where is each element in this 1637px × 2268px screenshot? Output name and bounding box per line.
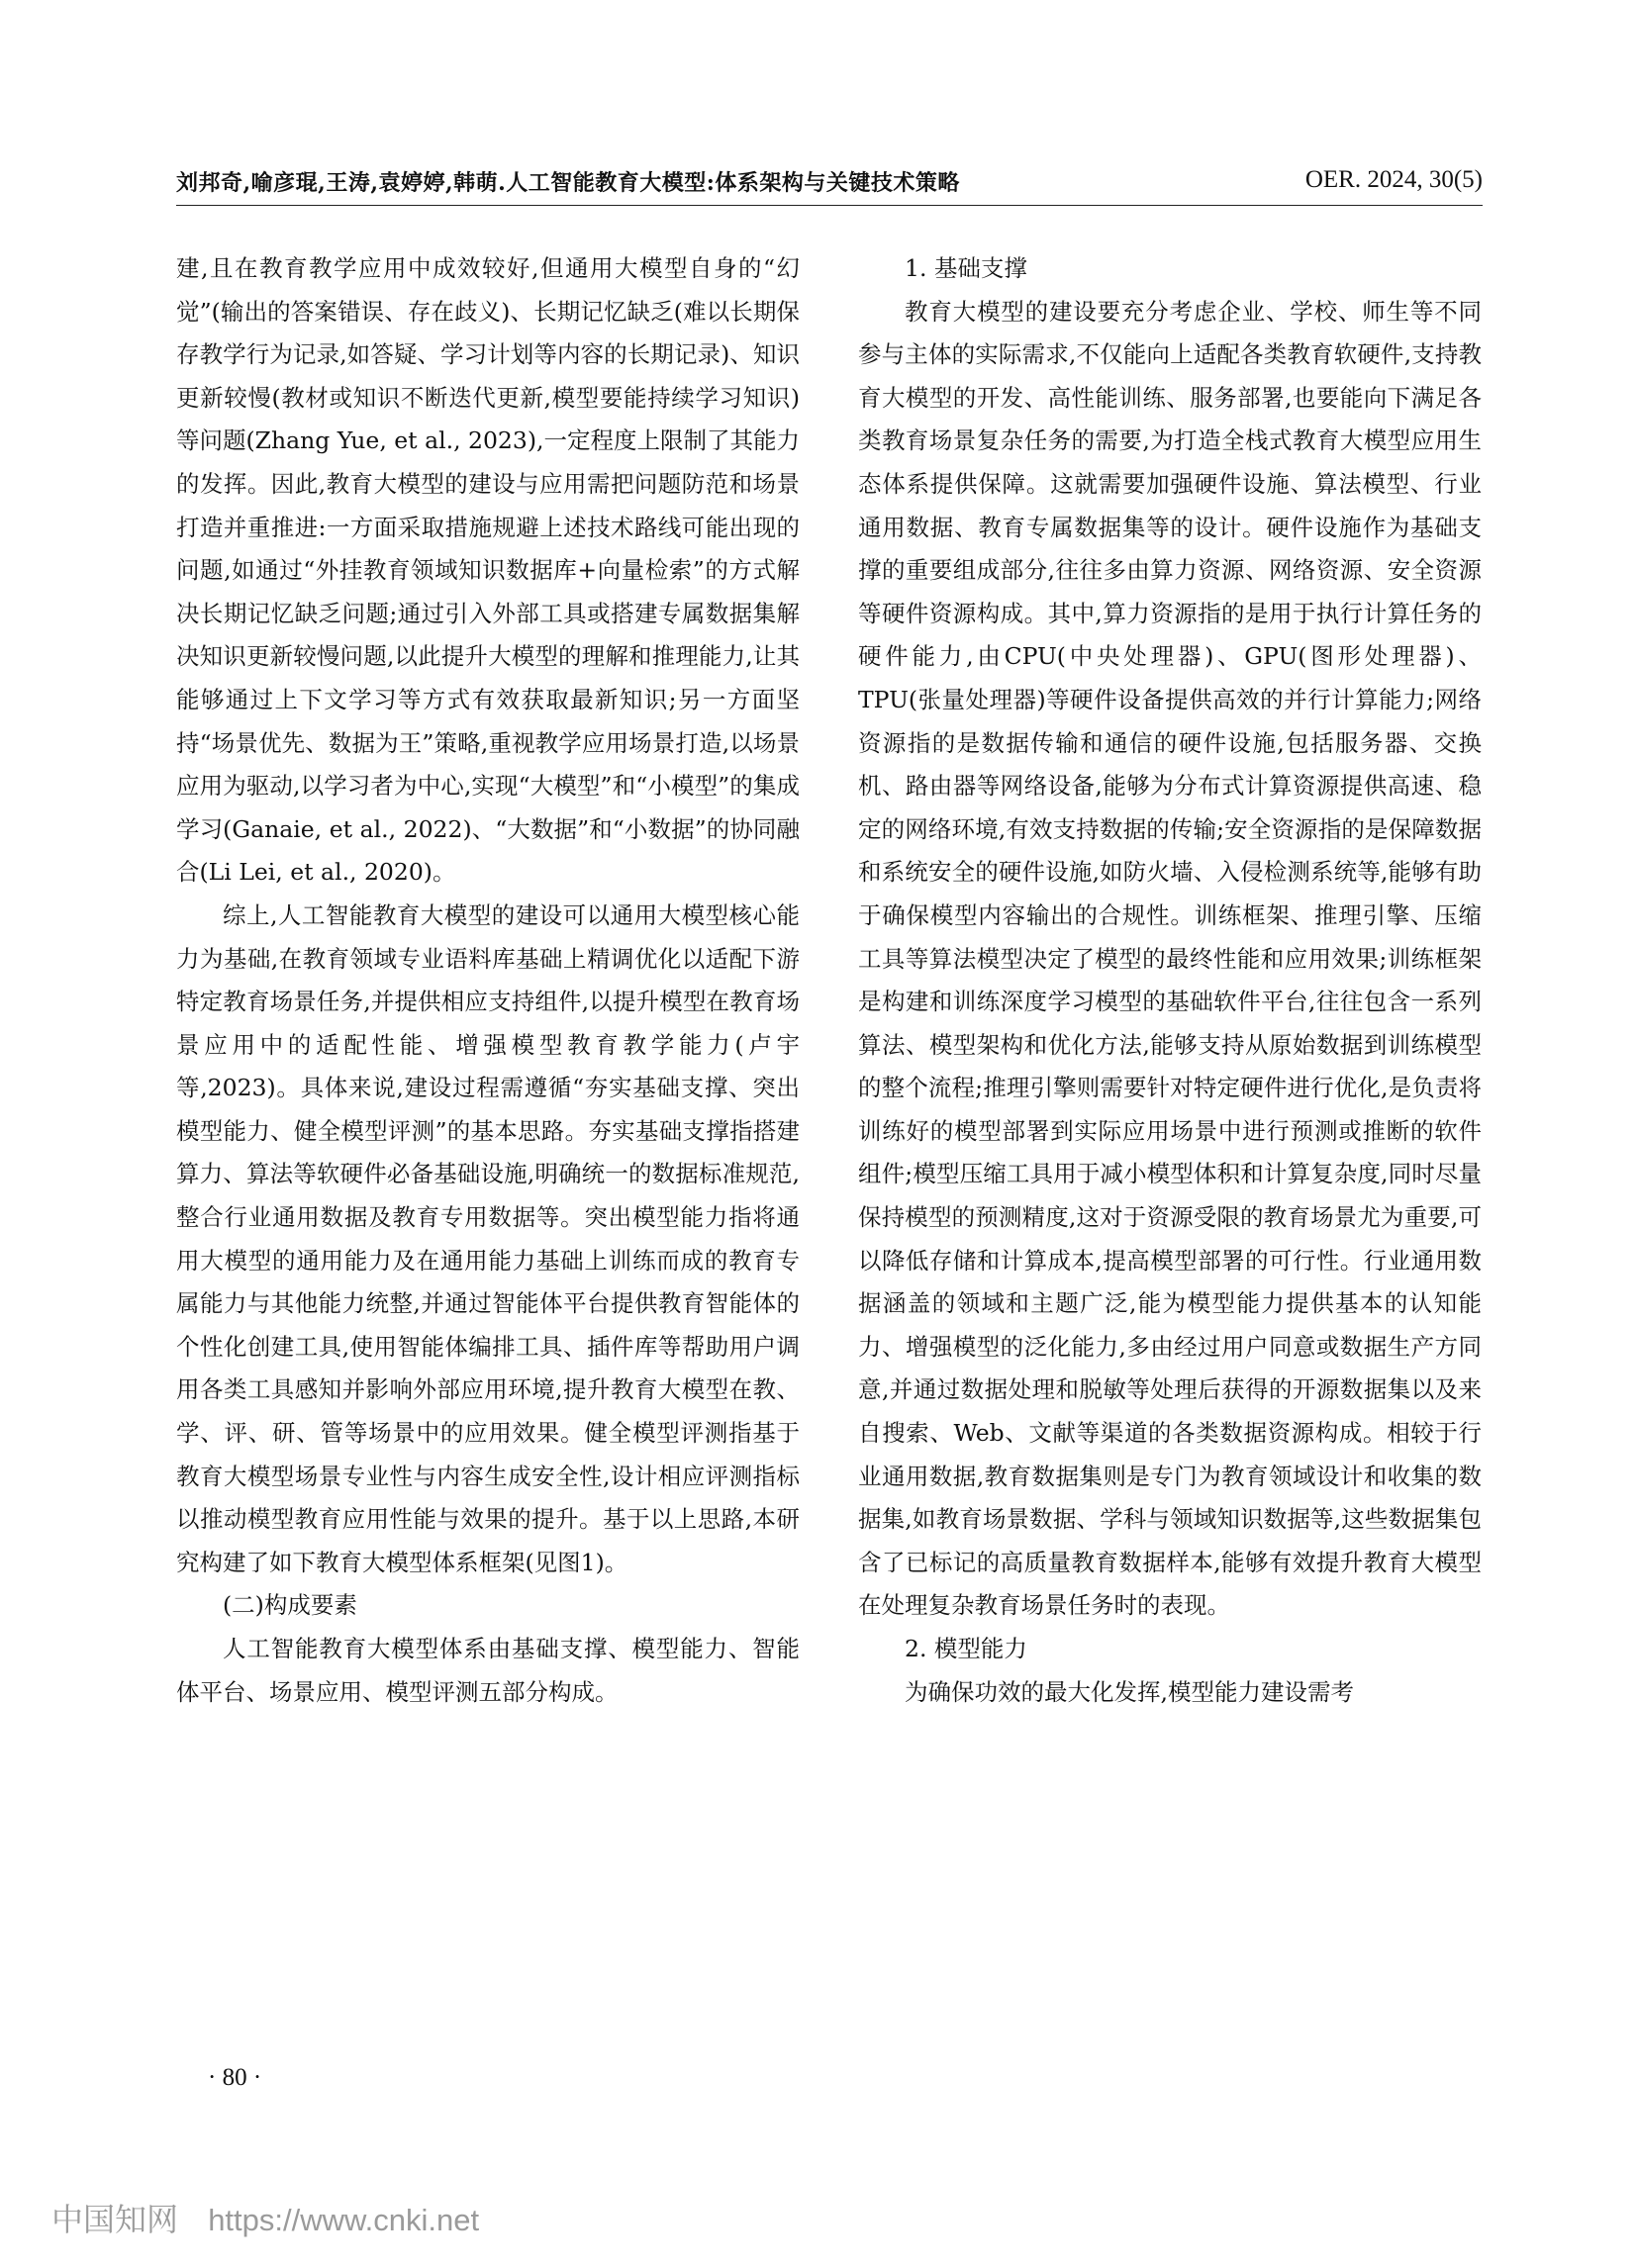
watermark-brand: 中国知网 [51, 2201, 179, 2238]
paragraph: 教育大模型的建设要充分考虑企业、学校、师生等不同参与主体的实际需求,不仅能向上适配各类教育软硬件,支持教育大模型的开发、高性能训练、服务部署,也要能向下满足各类教育场景复杂任务的需要,为打造全栈式教育大模型应用生态体系提供保障。这就需要加强硬件设施、算法模型、行业通用数据、教育专属数据集等的设计。硬件设施作为基础支撑的重要组成部分,往往多由算力资源、网络资源、安全资源等硬件资源构成。其中,算力资源指的是用于执行计算任务的硬件能力,由CPU(中央处理器)、GPU(图形处理器)、TPU(张量处理器)等硬件设备提供高效的并行计算能力;网络资源指的是数据传输和通信的硬件设施,包括服务器、交换机、路由器等网络设备,能够为分布式计算资源提供高速、稳定的网络环境,有效支持数据的传输;安全资源指的是保障数据和系统安全的硬件设施,如防火墙、入侵检测系统等,能够有助于确保模型内容输出的合规性。训练框架、推理引擎、压缩工具等算法模型决定了模型的最终性能和应用效果;训练框架是构建和训练深度学习模型的基础软件平台,往往包含一系列算法、模型架构和优化方法,能够支持从原始数据到训练模型的整个流程;推理引擎则需要针对特定硬件进行优化,是负责将训练好的模型部署到实际应用场景中进行预测或推断的软件组件;模型压缩工具用于减小模型体积和计算复杂度,同时尽量保持模型的预测精度,这对于资源受限的教育场景尤为重要,可以降低存储和计算成本,提高模型部署的可行性。行业通用数据涵盖的领域和主题广泛,能为模型能力提供基本的认知能力、增强模型的泛化能力,多由经过用户同意或数据生产方同意,并通过数据处理和脱敏等处理后获得的开源数据集以及来自搜索、Web、文献等渠道的各类数据资源构成。相较于行业通用数据,教育数据集则是专门为教育领域设计和收集的数据集,如教育场景数据、学科与领域知识数据等,这些数据集包含了已标记的高质量教育数据样本,能够有效提升教育大模型在处理复杂教育场景任务时的表现。 [858, 297, 1482, 1620]
cnki-watermark [51, 2195, 479, 2240]
section-heading: 2. 模型能力 [905, 1635, 1027, 1662]
left-column [176, 247, 800, 1714]
paragraph: 综上,人工智能教育大模型的建设可以通用大模型核心能力为基础,在教育领域专业语料库基础上精调优化以适配下游特定教育场景任务,并提供相应支持组件,以提升模型在教育场景应用中的适配性能、增强模型教育教学能力(卢宇等,2023)。具体来说,建设过程需遵循“夯实基础支撑、突出模型能力、健全模型评测”的基本思路。夯实基础支撑指搭建算力、算法等软硬件必备基础设施,明确统一的数据标准规范,整合行业通用数据及教育专用数据等。突出模型能力指将通用大模型的通用能力及在通用能力基础上训练而成的教育专属能力与其他能力统整,并通过智能体平台提供教育智能体的个性化创建工具,使用智能体编排工具、插件库等帮助用户调用各类工具感知并影响外部应用环境,提升教育大模型在教、学、评、研、管等场景中的应用效果。健全模型评测指基于教育大模型场景专业性与内容生成安全性,设计相应评测指标以推动模型教育应用性能与效果的提升。基于以上思路,本研究构建了如下教育大模型体系框架(见图1)。 [176, 900, 800, 1576]
running-header [176, 166, 1483, 206]
header-rule [176, 205, 1483, 206]
right-column [858, 247, 1482, 1714]
paragraph: 建,且在教育教学应用中成效较好,但通用大模型自身的“幻觉”(输出的答案错误、存在歧义)、长期记忆缺乏(难以长期保存教学行为记录,如答疑、学习计划等内容的长期记录)、知识更新较慢(教材或知识不断迭代更新,模型要能持续学习知识)等问题(Zhang Yue, et al., 2023),一定程度上限制了其能力的发挥。因此,教育大模型的建设与应用需把问题防范和场景打造并重推进:一方面采取措施规避上述技术路线可能出现的问题,如通过“外挂教育领域知识数据库+向量检索”的方式解决长期记忆缺乏问题;通过引入外部工具或搭建专属数据集解决知识更新较慢问题,以此提升大模型的理解和推理能力,让其能够通过上下文学习等方式有效获取最新知识;另一方面坚持“场景优先、数据为王”策略,重视教学应用场景打造,以场景应用为驱动,以学习者为中心,实现“大模型”和“小模型”的集成学习(Ganaie, et al., 2022)、“大数据”和“小数据”的协同融合(Li Lei, et al., 2020)。 [176, 254, 800, 887]
page-number: · 80 · [208, 2064, 262, 2091]
section-heading: (二)构成要素 [223, 1591, 357, 1620]
watermark-url: https://www.cnki.net [208, 2203, 480, 2237]
header-authors-title: 刘邦奇,喻彦琨,王涛,袁婷婷,韩萌.人工智能教育大模型:体系架构与关键技术策略 [176, 170, 960, 196]
paragraph: 人工智能教育大模型体系由基础支撑、模型能力、智能体平台、场景应用、模型评测五部分构成。 [176, 1635, 800, 1706]
section-heading: 1. 基础支撑 [905, 254, 1027, 282]
paragraph: 为确保功效的最大化发挥,模型能力建设需考 [905, 1677, 1354, 1706]
header-journal-issue: OER. 2024, 30(5) [1304, 166, 1483, 193]
